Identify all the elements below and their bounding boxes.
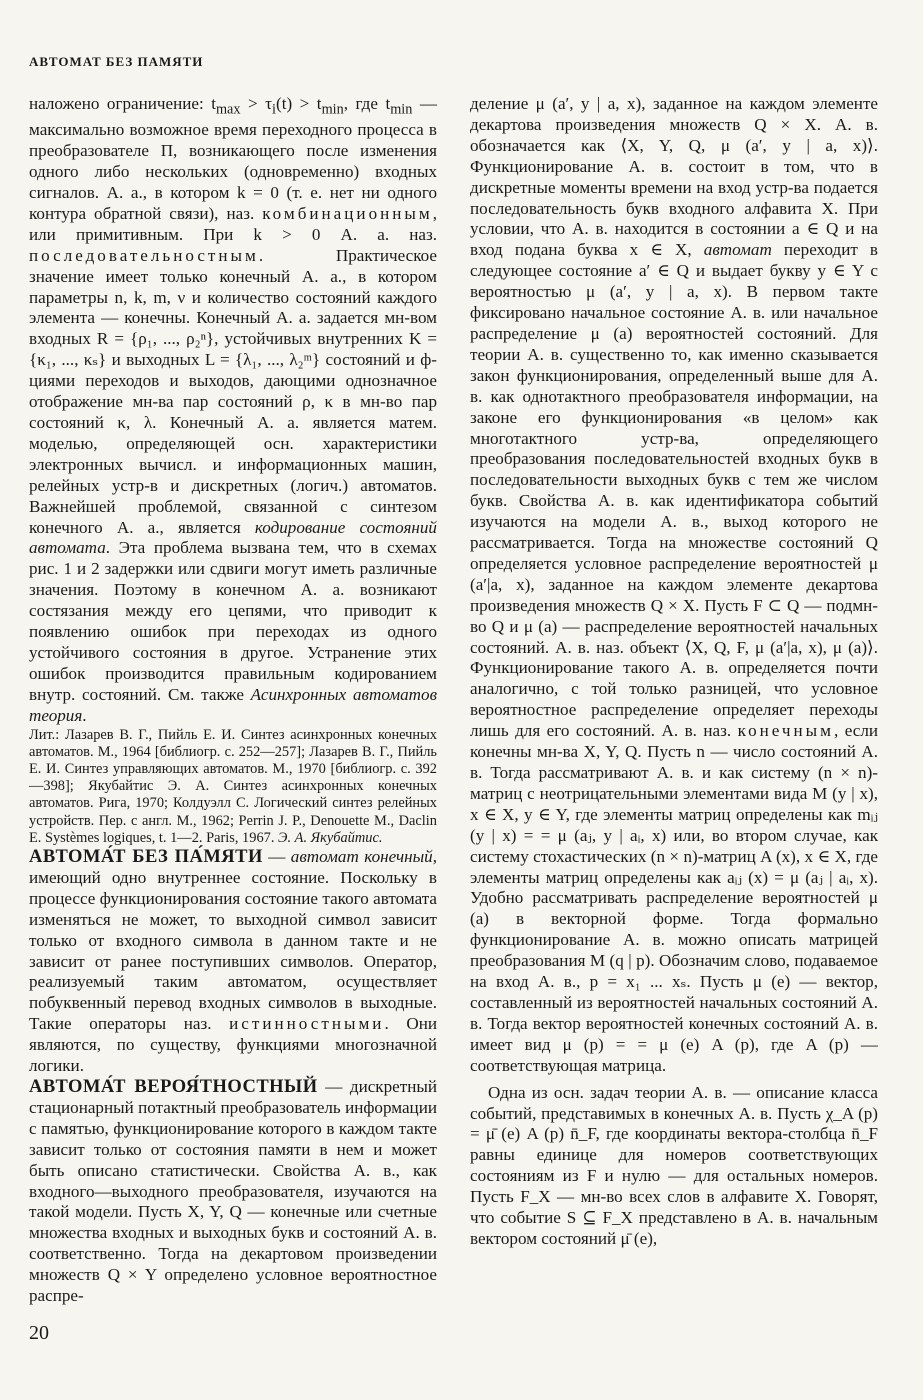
text: , или примитивным. При k > 0 А. а. наз.: [29, 203, 437, 244]
literature-text: Лит.: Лазарев В. Г., Пийль Е. И. Синтез асинхронных конечных автоматов. М., 1964 [библиогр. с. 252—257]; Лазарев В. Г., Пийль Е. И. Синтез управляющих автоматов. М., 1970 [библиогр. с. 392—398]; Якубайтис Э. А. Синтез асинхронных конечных автоматов. Рига, 1970; Колдуэлл С. Логический синтез релейных устройств. Пер. с англ. М., 1962; Perrin J. P., Denouette M., Daclin E. Systèmes logiques, t. 1—2. Paris, 1967.: [29, 726, 437, 846]
left-column: [29, 94, 437, 1307]
text: . Практическое значение имеет только конечный А. а., в котором параметры n, k, m, ν и количество состояний каждого элемента — конечны. Конечный А. а. задается мн-вом входных R = {ρ₁, ..., ρ₂ⁿ}, устойчивых внутренних K = {κ₁, ..., κₛ} и выходных L = {λ₁, ..., λ₂ᵐ} состояний и ф-циями переходов и выходов, дающими однозначное отображение мн-ва пар состояний ρ, κ в мн-во пар состояний κ, λ. Конечный А. а. является матем. моделью, определяющей осн. характеристики электронных вычисл. и информационных машин, релейных устр-в и дискретных (логич.) автоматов. Важнейшей проблемой, связанной с синтезом конечного А. а., является: [29, 245, 437, 537]
text: деление μ (a′, y | a, x), заданное на каждом элементе декартова произведения множеств Q × X. А. в. обозначается как ⟨X, Y, Q, μ (a′, y | a, x)⟩. Функционирование А. в. состоит в том, что в дискретные моменты времени на вход устр-ва подается последовательность букв входного алфавита X. При условии, что А. в. находится в состоянии a ∈ Q и на вход подана буква x ∈ X,: [470, 94, 878, 260]
paragraph: Одна из осн. задач теории А. в. — описание класса событий, представимых в конечных А. в. Пусть χ_A (p) = μ̄ (e) A (p) n̄_F, где координаты вектора-столбца n̄_F равны единице для номеров соответствующих состояниям из F и нулю — для остальных номеров. Пусть F_X — мн-во всех слов в алфавите X. Говорят, что событие S ⊆ F_X представлено в А. в. начальным вектором состояний μ̄ (e),: [470, 1082, 878, 1248]
text: (t) > t: [276, 94, 322, 113]
author-signature: Э. А. Якубайтис.: [278, 829, 383, 846]
subscript: min: [321, 101, 344, 118]
text: наложено ограничение: t: [29, 94, 216, 113]
text: переходит в следующее состояние a′ ∈ Q и выдает букву y ∈ Y с вероятностью μ (a′, y | a, x). В первом такте фиксировано начальное состояние А. в. или начальное распределение μ (a) вероятностей состояний. Для теории А. в. существенно то, как именно сказывается закон функционирования, определенный выше для А. в. как однотактного преобразователя информации, на законе его функционирования «в целом» как многотактного устр-ва, определяющего преобразования последовательностей входных букв в последовательности выходных букв с тем же числом букв. Свойства А. в. как идентификатора событий изучаются на модели А. в., выход которого не рассматривается. Тогда на множестве состояний Q определяется условное распределение вероятностей μ (a′|a, x), заданное на каждом элементе декартова произведения множеств Q × X. Пусть F ⊂ Q — подмн-во Q и μ (a) — распределение вероятностей начальных состояний. А. в. наз. объект ⟨X, Q, F, μ (a′|a, x), μ (a)⟩. Функционирование такого А. в. определяется почти аналогично, с той только разницей, что условное вероятностное распределение определяет переходы лишь для его состояний. А. в. наз.: [470, 240, 879, 741]
subscript: min: [390, 101, 413, 118]
right-column: [470, 94, 878, 1250]
text: — дискретный стационарный потактный преобразователь информации с памятью, функционирование которого в каждом такте зависит только от состояния памяти в нем и может быть описано статистически. Свойства А. в., как входного—выходного преобразователя, изучаются на такой модели. Пусть X, Y, Q — конечные или счетные множества входных и выходных букв и состояний А. в. соответственно. Тогда на декартовом произведении множеств Q × Y определено условное вероятностное распре-: [29, 1076, 437, 1306]
see-also-link: Асинхронных автоматов теория: [29, 684, 437, 725]
spaced-term: последовательностным: [29, 245, 259, 265]
page-number: 20: [29, 1322, 49, 1344]
spaced-term: комбинационным: [262, 203, 433, 223]
text: , если конечны мн-ва X, Y, Q. Пусть n — число состояний А. в. Тогда рассматривают А. в. и как систему (n × n)-матриц с неотрицательными элементами вида M (y | x), x ∈ X, y ∈ Y, где элементы матриц определены как mᵢⱼ (y | x) = = μ (aⱼ, y | aᵢ, x) или, во втором случае, как систему стохастических (n × n)-матриц A (x), x ∈ X, где элементы матриц определены как aᵢⱼ (x) = μ (aⱼ | aᵢ, x). Удобно рассматривать распределение вероятностей μ (a) в векторной форме. Тогда формально функционирование А. в. можно описать матрицей преобразования M (q | p). Обозначим слово, подаваемое на вход А. в., p = x₁ ... xₛ. Пусть μ (e) — вектор, составленный из вероятностей начальных состояний А. в. Тогда вектор вероятностей конечных состояний А. в. имеет вид μ (p) = = μ (e) A (p), где A (p) — соответствующая матрица.: [470, 721, 879, 1075]
text: .: [82, 705, 87, 725]
spaced-term: конечным: [737, 721, 834, 741]
subscript: i: [272, 101, 277, 118]
entry-avtomat-veroyatnostny: [29, 1077, 437, 1307]
text: —: [262, 847, 291, 867]
literature-block: [29, 727, 437, 847]
text: . Эта проблема вызвана тем, что в схемах рис. 1 и 2 задержки или сдвиги могут иметь различные значения. Поэтому в конечном А. а. возникают состязания между его цепями, что приводит к появлению ошибок при переходах из одного устойчивого состояния в другое. Устранение этих ошибок производится правильным кодированием внутр. состояний. См. также: [29, 538, 437, 704]
running-head: АВТОМАТ БЕЗ ПАМЯТИ: [29, 54, 204, 69]
paragraph-continuation: [29, 94, 437, 727]
italic-term: автомат: [703, 240, 772, 260]
text: , имеющий одно внутреннее состояние. Поскольку в процессе функционирования состояние такого автомата изменяться не может, то выходной символ зависит только от входного символа в данном такте и не зависит от ранее поступивших символов. Оператор, реализуемый таким автоматом, осуществляет побуквенный перевод входных символов в выходные. Такие операторы наз.: [29, 847, 437, 1034]
subscript: max: [215, 101, 241, 118]
paragraph-continuation: [470, 94, 878, 1077]
spaced-term: истинностными: [229, 1014, 385, 1034]
entry-title: АВТОМА́Т ВЕРОЯ́ТНОСТНЫЙ: [29, 1076, 318, 1097]
text: — максимально возможное время переходного процесса в преобразователе П, возникающего после изменения одного либо нескольких (одновременно) входных сигналов. А. а., в котором k = 0 (т. е. нет ни одного контура обратной связи), наз.: [29, 94, 437, 223]
text: , где t: [343, 94, 391, 113]
text: > τ: [240, 94, 273, 113]
entry-title: АВТОМА́Т БЕЗ ПА́МЯТИ: [29, 847, 263, 868]
text: . Они являются, по существу, функциями многозначной логики.: [29, 1014, 437, 1076]
entry-definition: автомат конечный: [290, 847, 433, 867]
entry-avtomat-bez-pamyati: [29, 847, 437, 1077]
italic-term: кодирование состояний автомата: [29, 517, 437, 558]
